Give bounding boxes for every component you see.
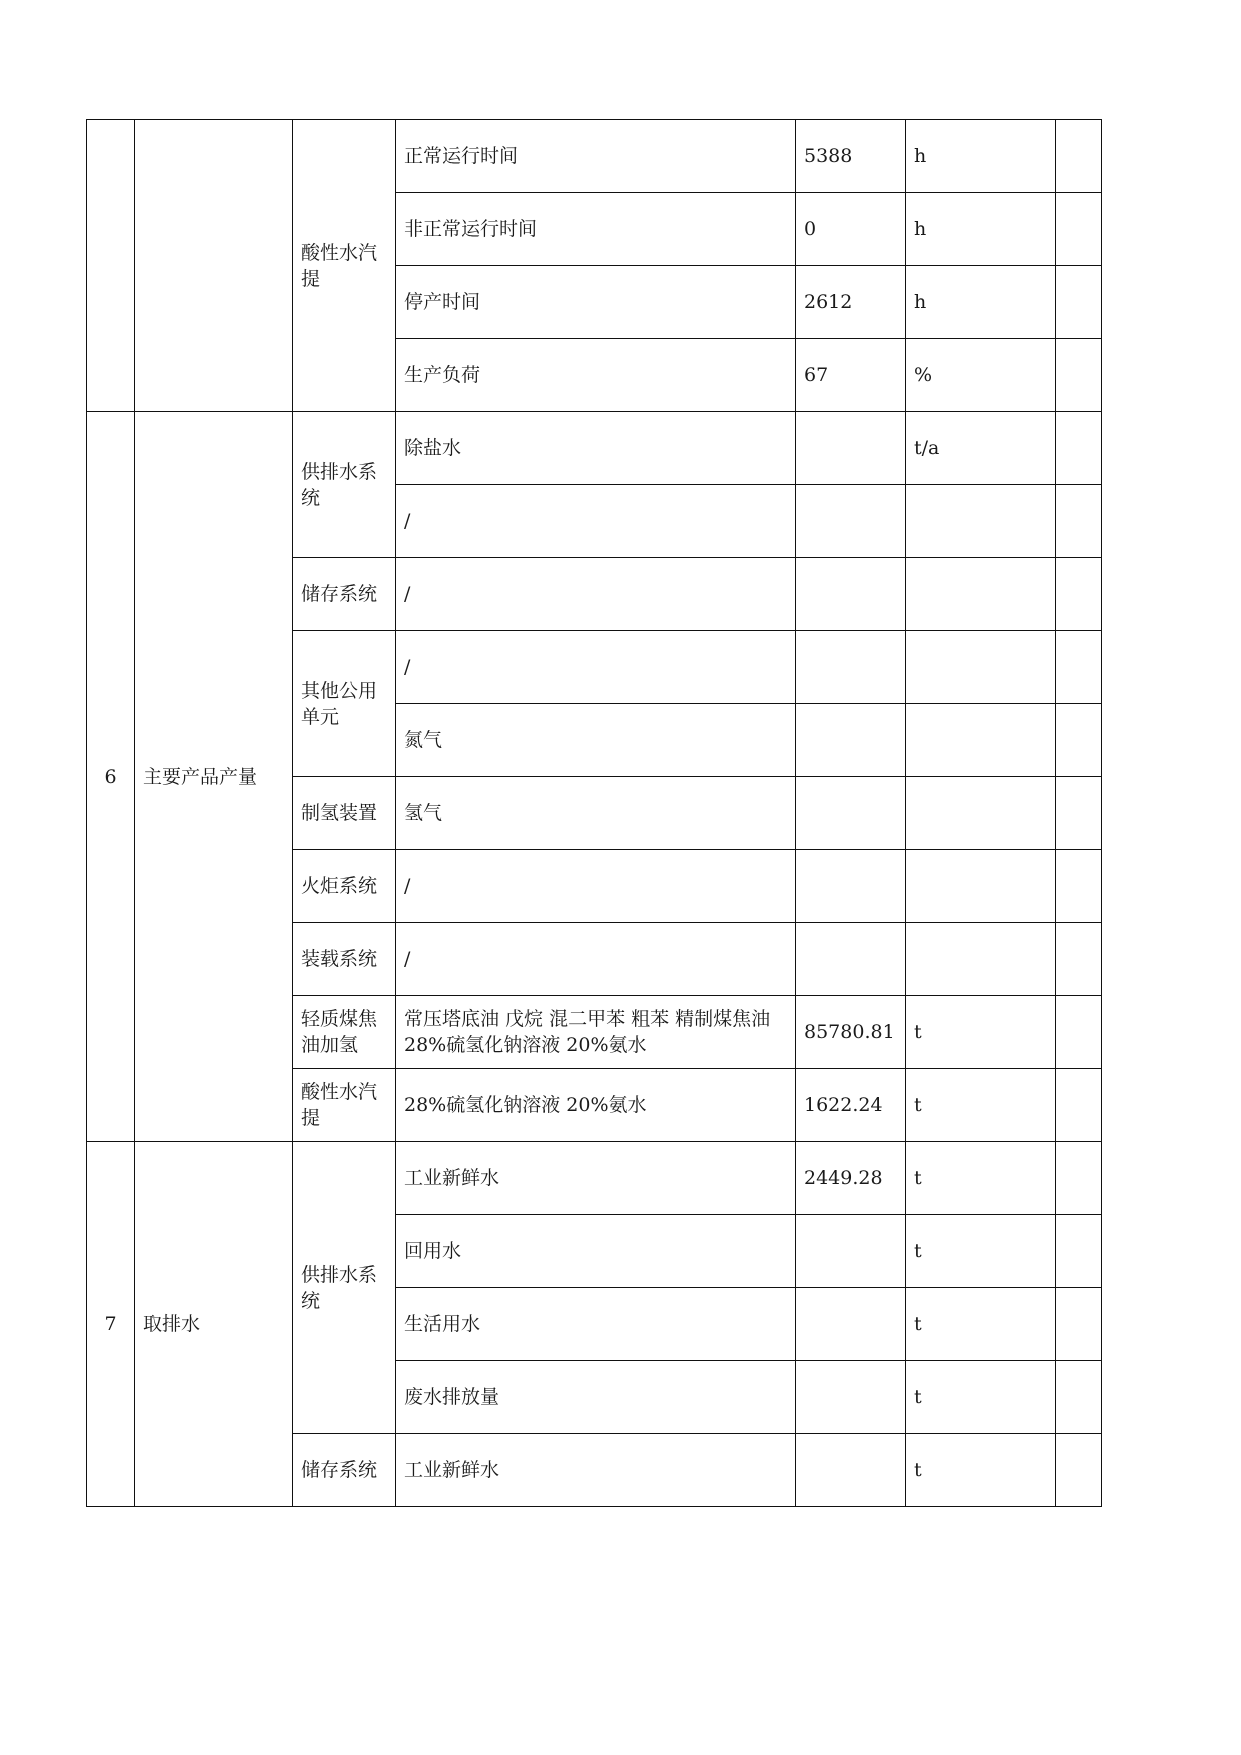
item-cell: 回用水 [396,1215,796,1288]
remark-cell [1056,558,1102,631]
table-row [87,120,1102,193]
unit-cell: h [906,193,1056,266]
unit-cell: t [906,996,1056,1069]
item-cell: 非正常运行时间 [396,193,796,266]
value-cell: 2612 [796,266,906,339]
subsystem-cell: 酸性水汽提 [293,1069,396,1142]
unit-cell: h [906,266,1056,339]
item-cell: 停产时间 [396,266,796,339]
remark-cell [1056,923,1102,996]
item-cell: / [396,558,796,631]
remark-cell [1056,120,1102,193]
remark-cell [1056,485,1102,558]
unit-cell [906,704,1056,777]
remark-cell [1056,850,1102,923]
value-cell: 1622.24 [796,1069,906,1142]
data-table [86,119,1102,1507]
subsystem-cell: 酸性水汽提 [293,120,396,412]
subsystem-cell: 供排水系统 [293,1142,396,1434]
unit-cell: t [906,1434,1056,1507]
table-row [87,1142,1102,1215]
subsystem-cell: 储存系统 [293,1434,396,1507]
item-cell: 常压塔底油 戊烷 混二甲苯 粗苯 精制煤焦油 28%硫氢化钠溶液 20%氨水 [396,996,796,1069]
value-cell [796,1361,906,1434]
subsystem-cell: 其他公用单元 [293,631,396,777]
value-cell [796,777,906,850]
remark-cell [1056,1142,1102,1215]
remark-cell [1056,1215,1102,1288]
subsystem-cell: 制氢装置 [293,777,396,850]
item-cell: 正常运行时间 [396,120,796,193]
item-cell: 生活用水 [396,1288,796,1361]
value-cell: 5388 [796,120,906,193]
value-cell [796,558,906,631]
item-cell: / [396,850,796,923]
item-cell: 生产负荷 [396,339,796,412]
unit-cell: t [906,1361,1056,1434]
subsystem-cell: 装载系统 [293,923,396,996]
remark-cell [1056,704,1102,777]
remark-cell [1056,1288,1102,1361]
remark-cell [1056,412,1102,485]
value-cell [796,850,906,923]
unit-cell [906,850,1056,923]
unit-cell: t [906,1215,1056,1288]
remark-cell [1056,631,1102,704]
remark-cell [1056,339,1102,412]
category-cell: 取排水 [135,1142,293,1507]
unit-cell: % [906,339,1056,412]
category-cell: 主要产品产量 [135,412,293,1142]
value-cell: 2449.28 [796,1142,906,1215]
item-cell: / [396,631,796,704]
unit-cell [906,777,1056,850]
unit-cell [906,923,1056,996]
remark-cell [1056,1069,1102,1142]
subsystem-cell: 供排水系统 [293,412,396,558]
subsystem-cell: 轻质煤焦油加氢 [293,996,396,1069]
item-cell: / [396,485,796,558]
value-cell: 85780.81 [796,996,906,1069]
remark-cell [1056,996,1102,1069]
value-cell [796,485,906,558]
value-cell [796,1434,906,1507]
item-cell: 工业新鲜水 [396,1434,796,1507]
remark-cell [1056,1361,1102,1434]
remark-cell [1056,193,1102,266]
value-cell [796,1215,906,1288]
table-row [87,412,1102,485]
value-cell [796,1288,906,1361]
value-cell [796,923,906,996]
unit-cell [906,485,1056,558]
item-cell: 氢气 [396,777,796,850]
item-cell: / [396,923,796,996]
item-cell: 工业新鲜水 [396,1142,796,1215]
remark-cell [1056,777,1102,850]
value-cell [796,704,906,777]
unit-cell: t [906,1069,1056,1142]
category-cell [135,120,293,412]
subsystem-cell: 火炬系统 [293,850,396,923]
value-cell: 67 [796,339,906,412]
remark-cell [1056,266,1102,339]
unit-cell: t [906,1288,1056,1361]
unit-cell [906,558,1056,631]
subsystem-cell: 储存系统 [293,558,396,631]
item-cell: 氮气 [396,704,796,777]
unit-cell [906,631,1056,704]
item-cell: 废水排放量 [396,1361,796,1434]
remark-cell [1056,1434,1102,1507]
value-cell: 0 [796,193,906,266]
index-cell: 6 [87,412,135,1142]
unit-cell: t [906,1142,1056,1215]
index-cell: 7 [87,1142,135,1507]
index-cell [87,120,135,412]
item-cell: 28%硫氢化钠溶液 20%氨水 [396,1069,796,1142]
unit-cell: h [906,120,1056,193]
unit-cell: t/a [906,412,1056,485]
item-cell: 除盐水 [396,412,796,485]
value-cell [796,631,906,704]
value-cell [796,412,906,485]
